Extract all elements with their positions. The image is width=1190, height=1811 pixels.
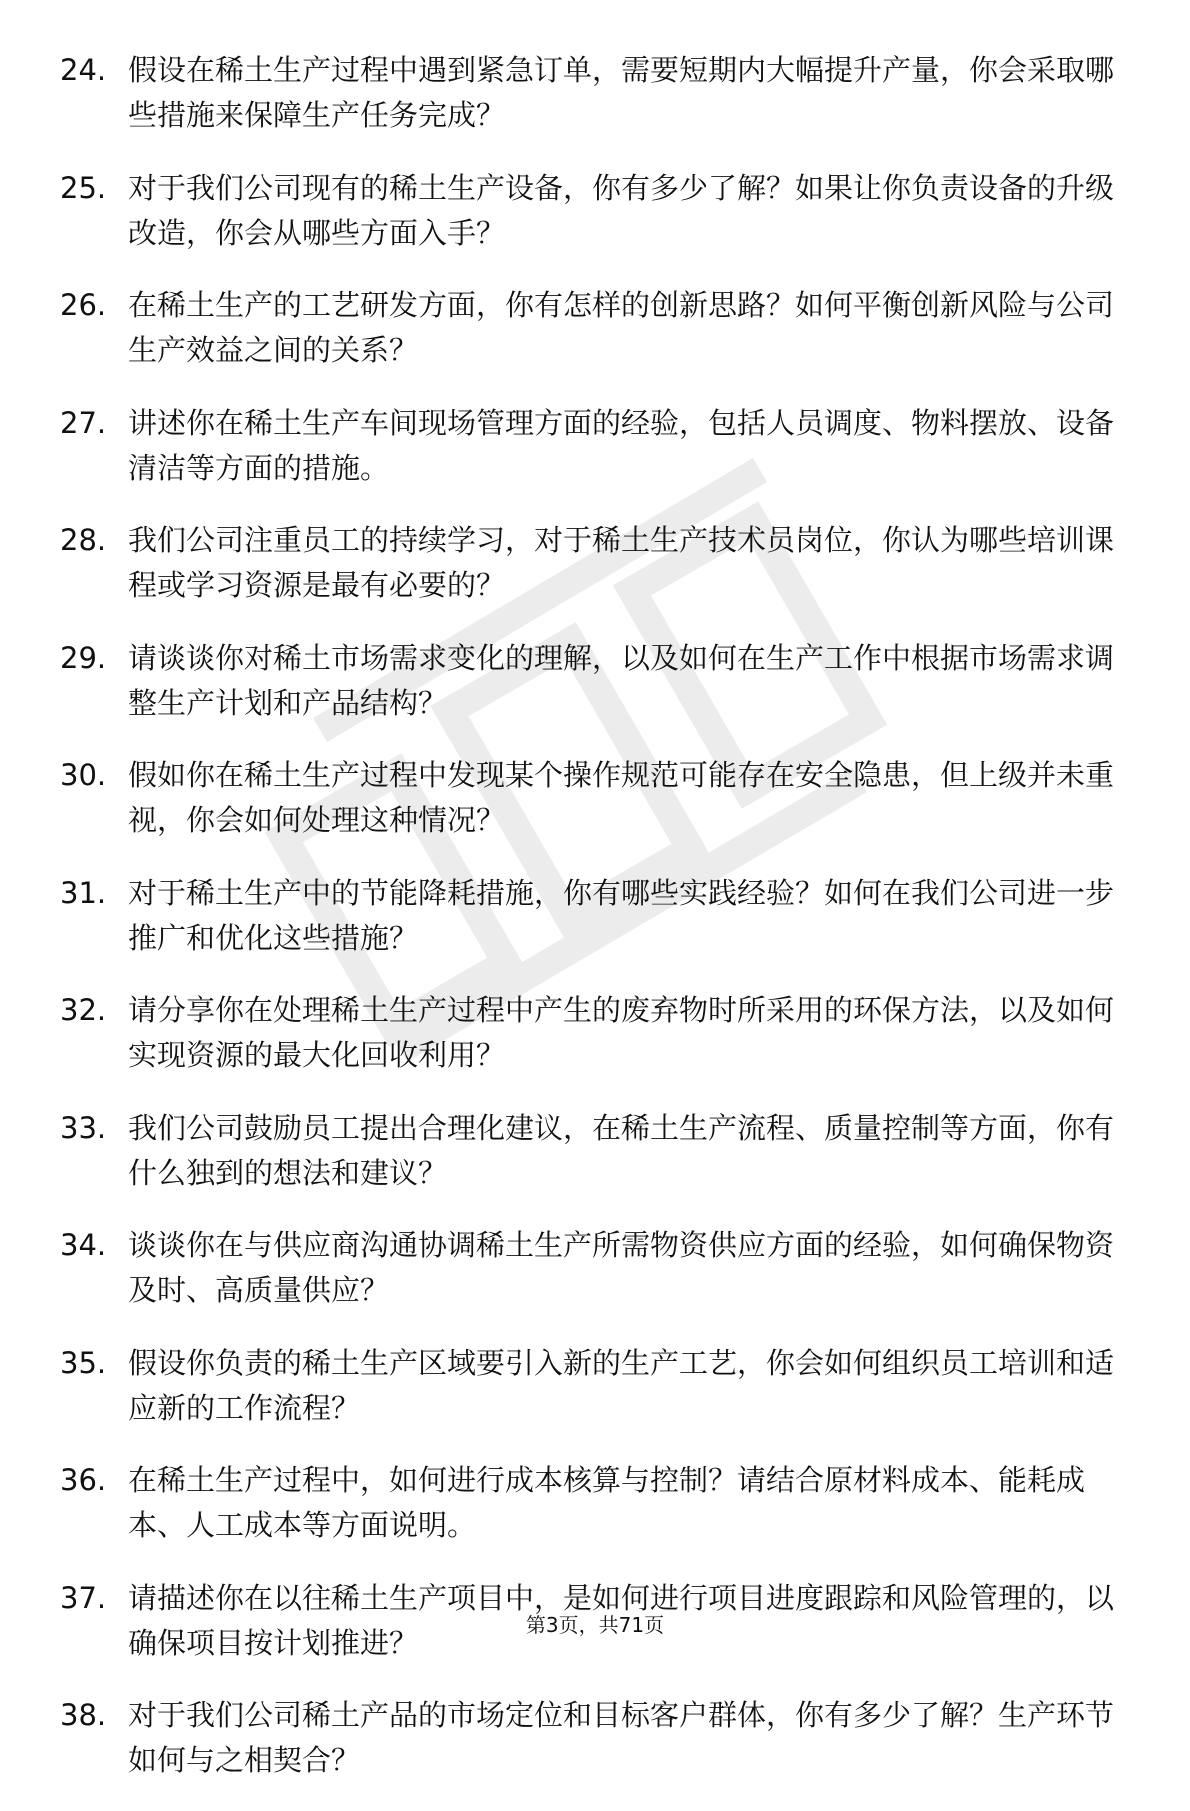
question-number: 35. [60, 1345, 107, 1380]
question-number: 38. [60, 1698, 107, 1732]
question-text: 谈谈你在与供应商沟通协调稀土生产所需物资供应方面的经验，如何确保物资及时、高质量供应？ [128, 1228, 1115, 1307]
question-text: 请描述你在以往稀土生产项目中，是如何进行项目进度跟踪和风险管理的，以确保项目按计划推进？ [128, 1580, 1115, 1660]
question-number: 29. [60, 640, 107, 675]
question-text: 假如你在稀土生产过程中发现某个操作规范可能存在安全隐患，但上级并未重视，你会如何处理这种情况？ [128, 758, 1115, 837]
question-item [60, 753, 1120, 843]
question-text: 假设在稀土生产过程中遇到紧急订单，需要短期内大幅提升产量，你会采取哪些措施来保障生产任务完成？ [128, 53, 1115, 132]
question-text: 假设你负责的稀土生产区域要引入新的生产工艺，你会如何组织员工培训和适应新的工作流程？ [128, 1345, 1115, 1425]
question-text: 对于我们公司稀土产品的市场定位和目标客户群体，你有多少了解？生产环节如何与之相契合？ [128, 1698, 1115, 1777]
question-item [60, 636, 1120, 726]
question-text: 讲述你在稀土生产车间现场管理方面的经验，包括人员调度、物料摆放、设备清洁等方面的措施。 [128, 405, 1115, 485]
question-number: 33. [60, 1110, 107, 1145]
question-item [60, 401, 1120, 491]
question-text: 对于我们公司现有的稀土生产设备，你有多少了解？如果让你负责设备的升级改造，你会从哪些方面入手？ [128, 170, 1115, 250]
question-number: 32. [60, 993, 107, 1027]
question-text: 我们公司注重员工的持续学习，对于稀土生产技术员岗位，你认为哪些培训课程或学习资源是最有必要的？ [128, 523, 1115, 602]
question-number: 31. [60, 875, 107, 910]
question-text: 在稀土生产过程中，如何进行成本核算与控制？请结合原材料成本、能耗成本、人工成本等方面说明。 [128, 1463, 1086, 1542]
question-item [60, 518, 1120, 608]
question-text: 我们公司鼓励员工提出合理化建议，在稀土生产流程、质量控制等方面，你有什么独到的想法和建议？ [128, 1110, 1115, 1190]
question-text: 请分享你在处理稀土生产过程中产生的废弃物时所采用的环保方法，以及如何实现资源的最大化回收利用？ [128, 993, 1115, 1072]
question-number: 26. [60, 288, 107, 322]
question-item [60, 1106, 1120, 1196]
question-text: 请谈谈你对稀土市场需求变化的理解，以及如何在生产工作中根据市场需求调整生产计划和产品结构？ [128, 640, 1115, 720]
question-item [60, 1693, 1120, 1783]
question-number: 37. [60, 1580, 107, 1615]
question-item [60, 1458, 1120, 1548]
question-text: 对于稀土生产中的节能降耗措施，你有哪些实践经验？如何在我们公司进一步推广和优化这些措施？ [128, 875, 1115, 955]
question-item [60, 1341, 1120, 1431]
page-footer: 第3页，共71页 [525, 1613, 665, 1637]
question-number: 25. [60, 170, 107, 205]
question-item [60, 988, 1120, 1078]
question-item [60, 1223, 1120, 1313]
question-list [60, 48, 1120, 1811]
question-number: 24. [60, 53, 107, 87]
question-number: 30. [60, 758, 107, 792]
question-item [60, 48, 1120, 138]
question-number: 27. [60, 405, 107, 440]
question-number: 36. [60, 1463, 107, 1497]
question-item [60, 871, 1120, 961]
question-item [60, 166, 1120, 256]
question-number: 28. [60, 523, 107, 557]
question-item [60, 283, 1120, 373]
question-number: 34. [60, 1228, 107, 1262]
question-text: 在稀土生产的工艺研发方面，你有怎样的创新思路？如何平衡创新风险与公司生产效益之间的关系？ [128, 288, 1115, 367]
